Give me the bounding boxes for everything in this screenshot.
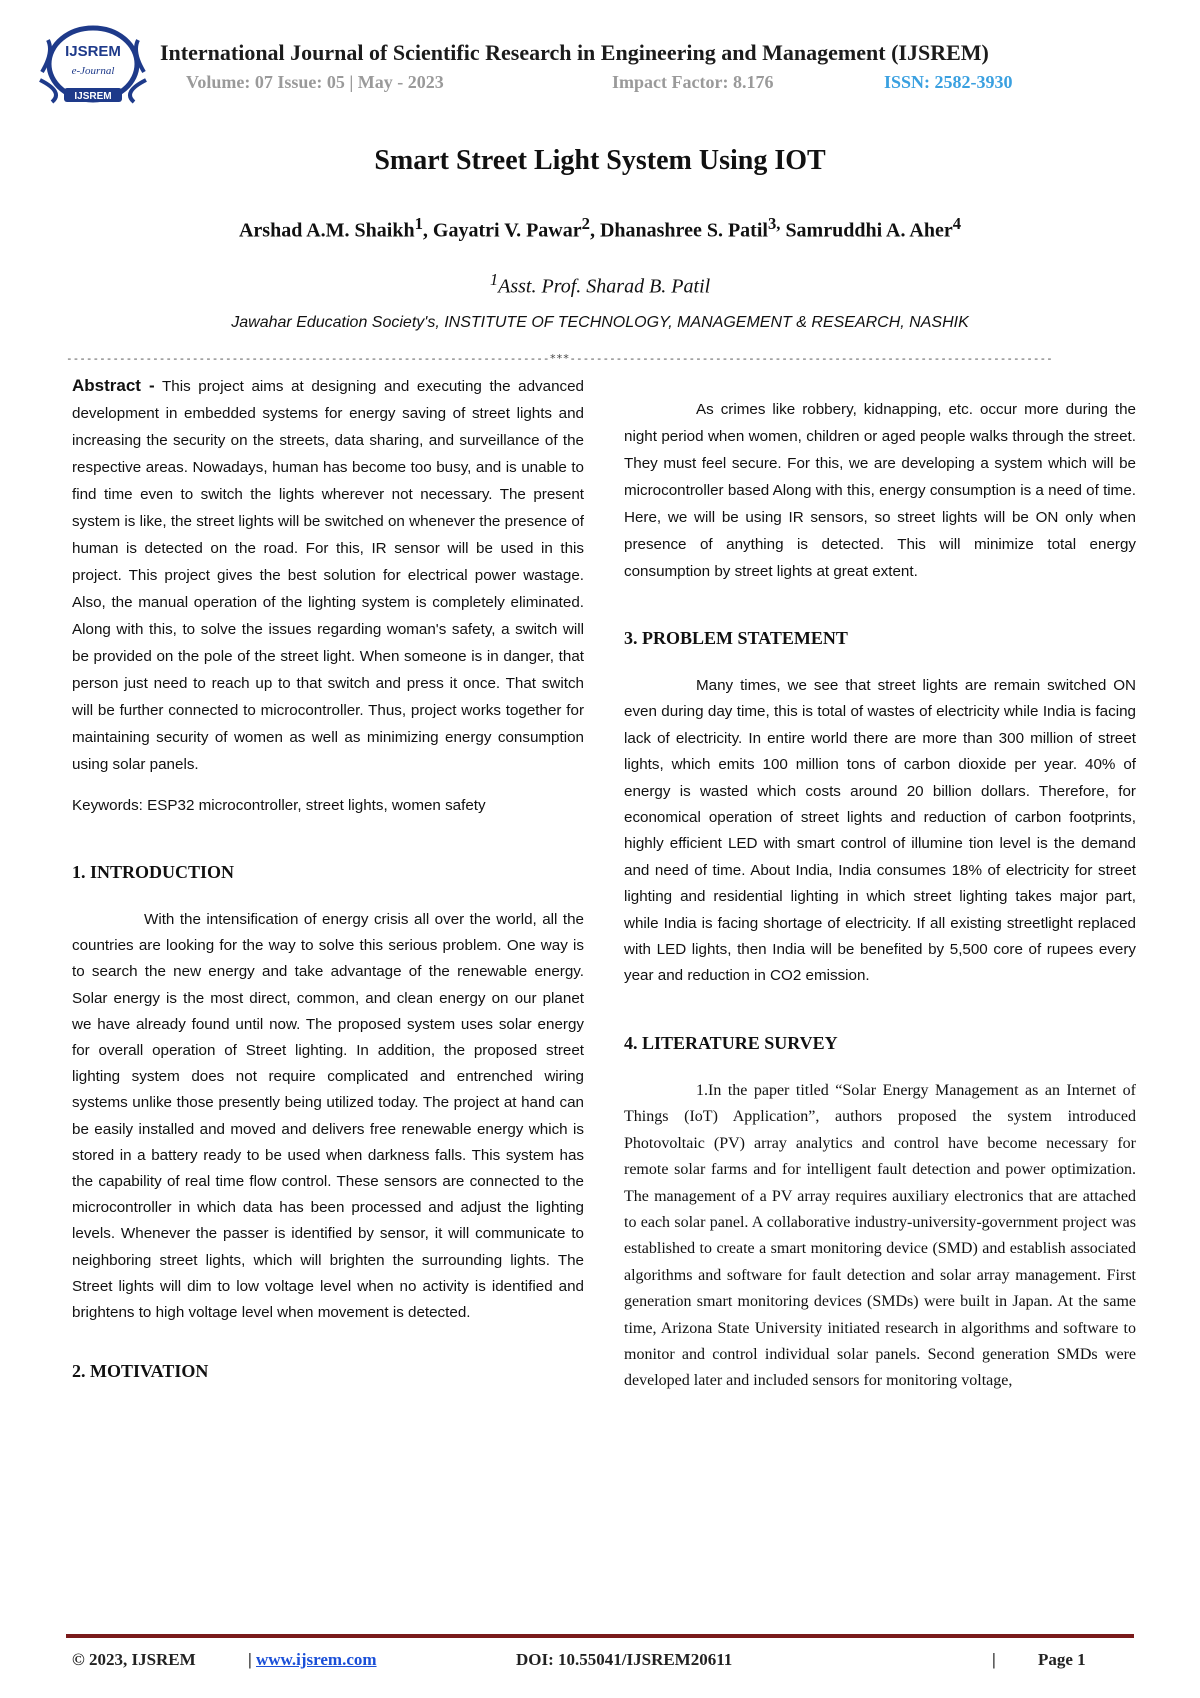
affil-1: 1 xyxy=(414,214,423,233)
affil-2: 2 xyxy=(581,214,590,233)
author-4: Samruddhi A. Aher xyxy=(780,219,953,242)
footer-doi: DOI: 10.55041/IJSREM20611 xyxy=(516,1650,733,1669)
author-3: , Dhanashree S. Patil xyxy=(589,219,768,242)
introduction-text: With the intensification of energy crisis all over the world, all the countries are looking for the way to solve this serious problem. One way is to search the new energy and take advantage of the renewable energy. Solar energy is the most direct, common, and clean energy on our planet we have already found until now. The proposed system uses solar energy for overall operation of Street lighting. In addition, the proposed street lighting system does not require complicated and entrenched wiring systems unlike those presently being utilized today. The project at hand can be easily installed and moved and delivers free renewable energy which is stored in a battery ready to be used when darkness falls. This system has the capability of real time flow control. These sensors are connected to the microcontroller in which data has been processed and adjust the lighting levels. Whenever the passer is identified by sensor, it will communicate to neighboring street lights, which will brighten the surrounding lights. The Street lights will dim to low voltage level when no activity is identified and brightens to high voltage level when movement is detected. xyxy=(72,911,584,1322)
logo-text-bottom: IJSREM xyxy=(74,91,112,102)
abstract xyxy=(72,372,584,778)
abstract-text: This project aims at designing and executing the advanced development in embedded systems for energy saving of street lights and increasing the security on the streets, data sharing, and surveillance of the respective areas. Nowadays, human has become too busy, and is unable to find time even to switch the lights wherever not necessary. The present system is like, the street lights will be switched on whenever the presence of human is detected on the road. For this, IR sensor will be used in this project. This project gives the best solution for electrical power wastage. Also, the manual operation of the lighting system is completely eliminated. Along with this, to solve the issues regarding woman's safety, a switch will be provided on the pole of the street light. When someone is in danger, that person just need to reach up to that switch and press it once. That switch will be further connected to microcontroller. Thus, project works together for maintaining security of women as well as minimizing energy consumption using solar panels. xyxy=(72,378,585,773)
footer-website xyxy=(248,1650,377,1670)
impact-factor: Impact Factor: 8.176 xyxy=(612,72,774,92)
affil-3: 3, xyxy=(767,214,781,233)
author-2: , Gayatri V. Pawar xyxy=(422,219,582,242)
logo-text-mid: e-Journal xyxy=(71,65,115,77)
footer-copyright: © 2023, IJSREM xyxy=(72,1650,196,1669)
guide-name: Asst. Prof. Sharad B. Patil xyxy=(498,275,711,298)
issn: ISSN: 2582-3930 xyxy=(884,72,1013,92)
ijsrem-logo xyxy=(34,22,152,108)
literature-heading: 4. LITERATURE SURVEY xyxy=(624,1032,838,1053)
author-1: Arshad A.M. Shaikh xyxy=(238,219,415,242)
affil-4: 4 xyxy=(952,214,962,233)
footer-divider-2: | xyxy=(992,1650,996,1669)
right-column xyxy=(624,396,1136,1395)
problem-heading: 3. PROBLEM STATEMENT xyxy=(624,628,848,648)
journal-title: International Journal of Scientific Research in Engineering and Management (IJSREM) xyxy=(160,40,989,65)
introduction-heading: 1. INTRODUCTION xyxy=(72,862,235,882)
separator-dashes-left: ------------------------------------------------------------------------- xyxy=(66,352,550,365)
logo-text-top: IJSREM xyxy=(65,43,121,60)
website-link[interactable]: www.ijsrem.com xyxy=(256,1650,377,1669)
footer-divider-1: | xyxy=(248,1650,252,1669)
literature-text: 1.In the paper titled “Solar Energy Management as an Internet of Things (IoT) Application”, authors proposed the system introduced Photovoltaic (PV) array analytics and control have become necessary for remote solar farms and for intelligent fault detection and power optimization. The management of a PV array requires auxiliary electronics that are attached to each solar panel. A collaborative industry-university-government project was established to create a smart monitoring device (SMD) and establish associated algorithms and software for fault detection and solar array management. First generation smart monitoring devices (SMDs) were built in Japan. At the same time, Arizona State University initiated research in algorithms and software to monitor and control individual solar panels. Second generation SMDs were developed later and included sensors for monitoring voltage, xyxy=(624,1081,1136,1390)
footer-rule xyxy=(66,1634,1134,1638)
separator-dashes-right: ------------------------------------------------------------------------- xyxy=(569,352,1053,365)
motivation-text: As crimes like robbery, kidnapping, etc. occur more during the night period when women, children or aged people walks through the street. They must feel secure. For this, we are developing a system which will be microcontroller based Along with this, energy consumption is a need of time. Here, we will be using IR sensors, so street lights will be ON only when presence of anything is detected. This will minimize total energy consumption by street lights at great extent. xyxy=(624,401,1136,580)
problem-text: Many times, we see that street lights are remain switched ON even during day time, this is total of wastes of electricity while India is facing lack of electricity. In entire world there are more than 300 million of street lights, which emits 100 million tons of carbon dioxide per year. 40% of energy is wasted which costs around 20 billion dollars. Therefore, for economical operation of street lights and reduction of carbon footprints, highly efficient LED with smart control of illumine tion level is the demand and need of time. About India, India consumes 18% of electricity for street lighting and residential lighting in which street lighting takes major part, while India is facing shortage of electricity. If all existing streetlight replaced with LED lights, then India will be benefited by 5,500 core of rupees every year and reduction in CO2 emission. xyxy=(624,677,1136,985)
section-separator xyxy=(66,352,1132,366)
guide-affil: 1 xyxy=(489,270,499,289)
motivation-heading: 2. MOTIVATION xyxy=(72,1361,209,1382)
keywords: Keywords: ESP32 microcontroller, street lights, women safety xyxy=(72,797,486,814)
paper-title: Smart Street Light System Using IOT xyxy=(374,145,826,176)
author-list xyxy=(0,214,1200,243)
separator-mark: *** xyxy=(549,352,570,365)
volume-issue: Volume: 07 Issue: 05 | May - 2023 xyxy=(186,72,444,92)
institute: Jawahar Education Society's, INSTITUTE OF TECHNOLOGY, MANAGEMENT & RESEARCH, NASHIK xyxy=(231,314,969,331)
page-number: Page 1 xyxy=(1038,1650,1086,1669)
guide xyxy=(0,270,1200,299)
abstract-label: Abstract - xyxy=(72,376,155,395)
left-column xyxy=(72,372,584,1384)
